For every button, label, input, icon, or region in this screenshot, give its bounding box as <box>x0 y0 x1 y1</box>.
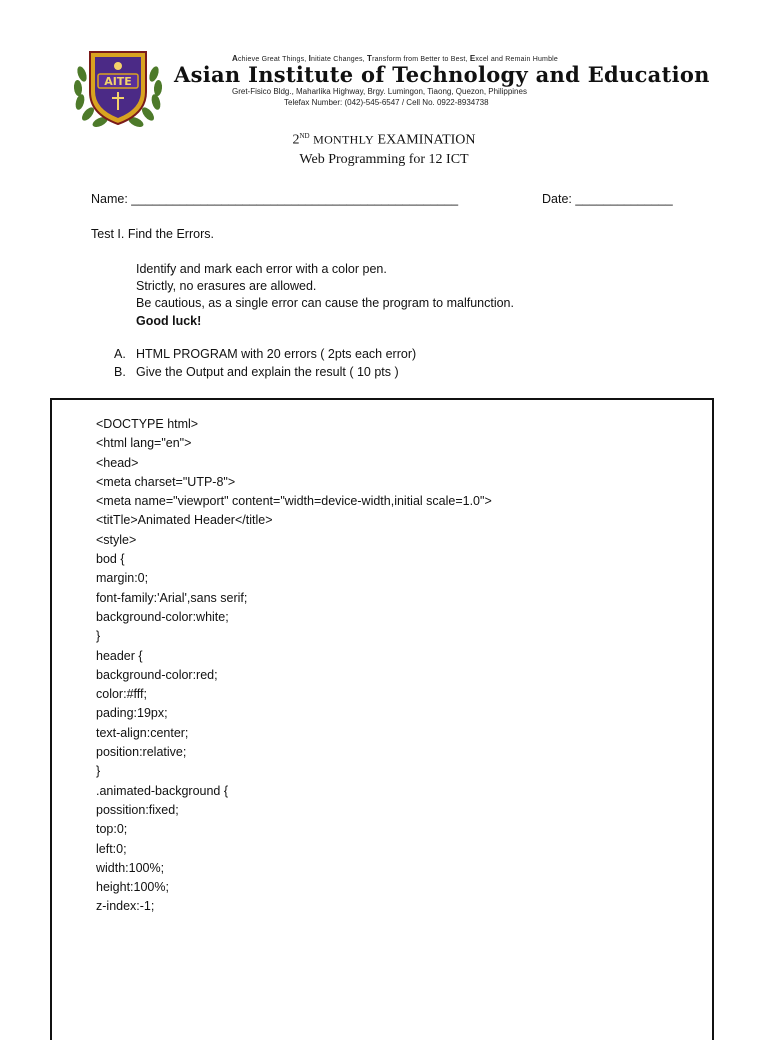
code-line: top:0; <box>96 822 128 837</box>
code-line: header { <box>96 648 143 663</box>
code-line: .animated-background { <box>96 783 229 798</box>
part-b-marker: B. <box>114 365 126 379</box>
code-line: <DOCTYPE html> <box>96 417 199 431</box>
code-line: possition:fixed; <box>96 802 179 817</box>
school-address: Gret-Fisico Bldg., Maharlika Highway, Brgy. Lumingon, Tiaong, Quezon, Philippines <box>232 87 527 96</box>
code-line: background-color:red; <box>96 667 218 682</box>
code-line: <html lang="en"> <box>96 436 192 451</box>
code-line: bod { <box>96 552 125 567</box>
code-listing <box>96 415 696 917</box>
code-line: background-color:white; <box>96 609 229 624</box>
good-luck: Good luck! <box>136 314 202 328</box>
code-line: position:relative; <box>96 745 187 760</box>
code-line: <titTle>Animated Header</title> <box>96 513 273 528</box>
instruction-2: Strictly, no erasures are allowed. <box>136 279 317 293</box>
code-line: left:0; <box>96 841 127 856</box>
code-line: color:#fff; <box>96 687 147 702</box>
part-a-marker: A. <box>114 347 126 361</box>
exam-subject: Web Programming for 12 ICT <box>299 152 469 167</box>
code-line: <meta charset="UTP-8"> <box>96 474 236 489</box>
code-line: <style> <box>96 532 137 547</box>
code-line: } <box>96 629 101 644</box>
school-logo <box>68 44 168 134</box>
part-a-text: HTML PROGRAM with 20 errors ( 2pts each error) <box>136 347 417 361</box>
code-line: } <box>96 764 101 779</box>
code-line: <meta name="viewport" content="width=device-width,initial scale=1.0"> <box>96 494 492 509</box>
name-field[interactable]: Name: _______________________________________________ <box>91 192 459 206</box>
code-line: z-index:-1; <box>96 899 155 914</box>
exam-title: 2ND MONTHLY EXAMINATION <box>292 132 476 148</box>
code-line: pading:19px; <box>96 706 168 721</box>
code-line: margin:0; <box>96 571 149 586</box>
institution-name: Asian Institute of Technology and Education <box>174 62 710 87</box>
instruction-1: Identify and mark each error with a color pen. <box>136 262 387 276</box>
code-line: width:100%; <box>96 860 165 875</box>
code-line: height:100%; <box>96 880 169 895</box>
instruction-3: Be cautious, as a single error can cause the program to malfunction. <box>136 296 514 310</box>
school-contact: Telefax Number: (042)-545-6547 / Cell No. 0922-8934738 <box>284 98 489 107</box>
school-motto: Achieve Great Things, Initiate Changes, Transform from Better to Best, Excel and Remain Humble <box>232 54 559 63</box>
code-line: text-align:center; <box>96 725 189 740</box>
test-heading: Test I. Find the Errors. <box>91 227 214 241</box>
date-field[interactable]: Date: ______________ <box>542 192 673 206</box>
code-line: <head> <box>96 455 139 470</box>
part-b-text: Give the Output and explain the result ( 10 pts ) <box>136 365 399 379</box>
code-line: font-family:'Arial',sans serif; <box>96 590 248 605</box>
logo-text: AITE <box>104 75 132 88</box>
